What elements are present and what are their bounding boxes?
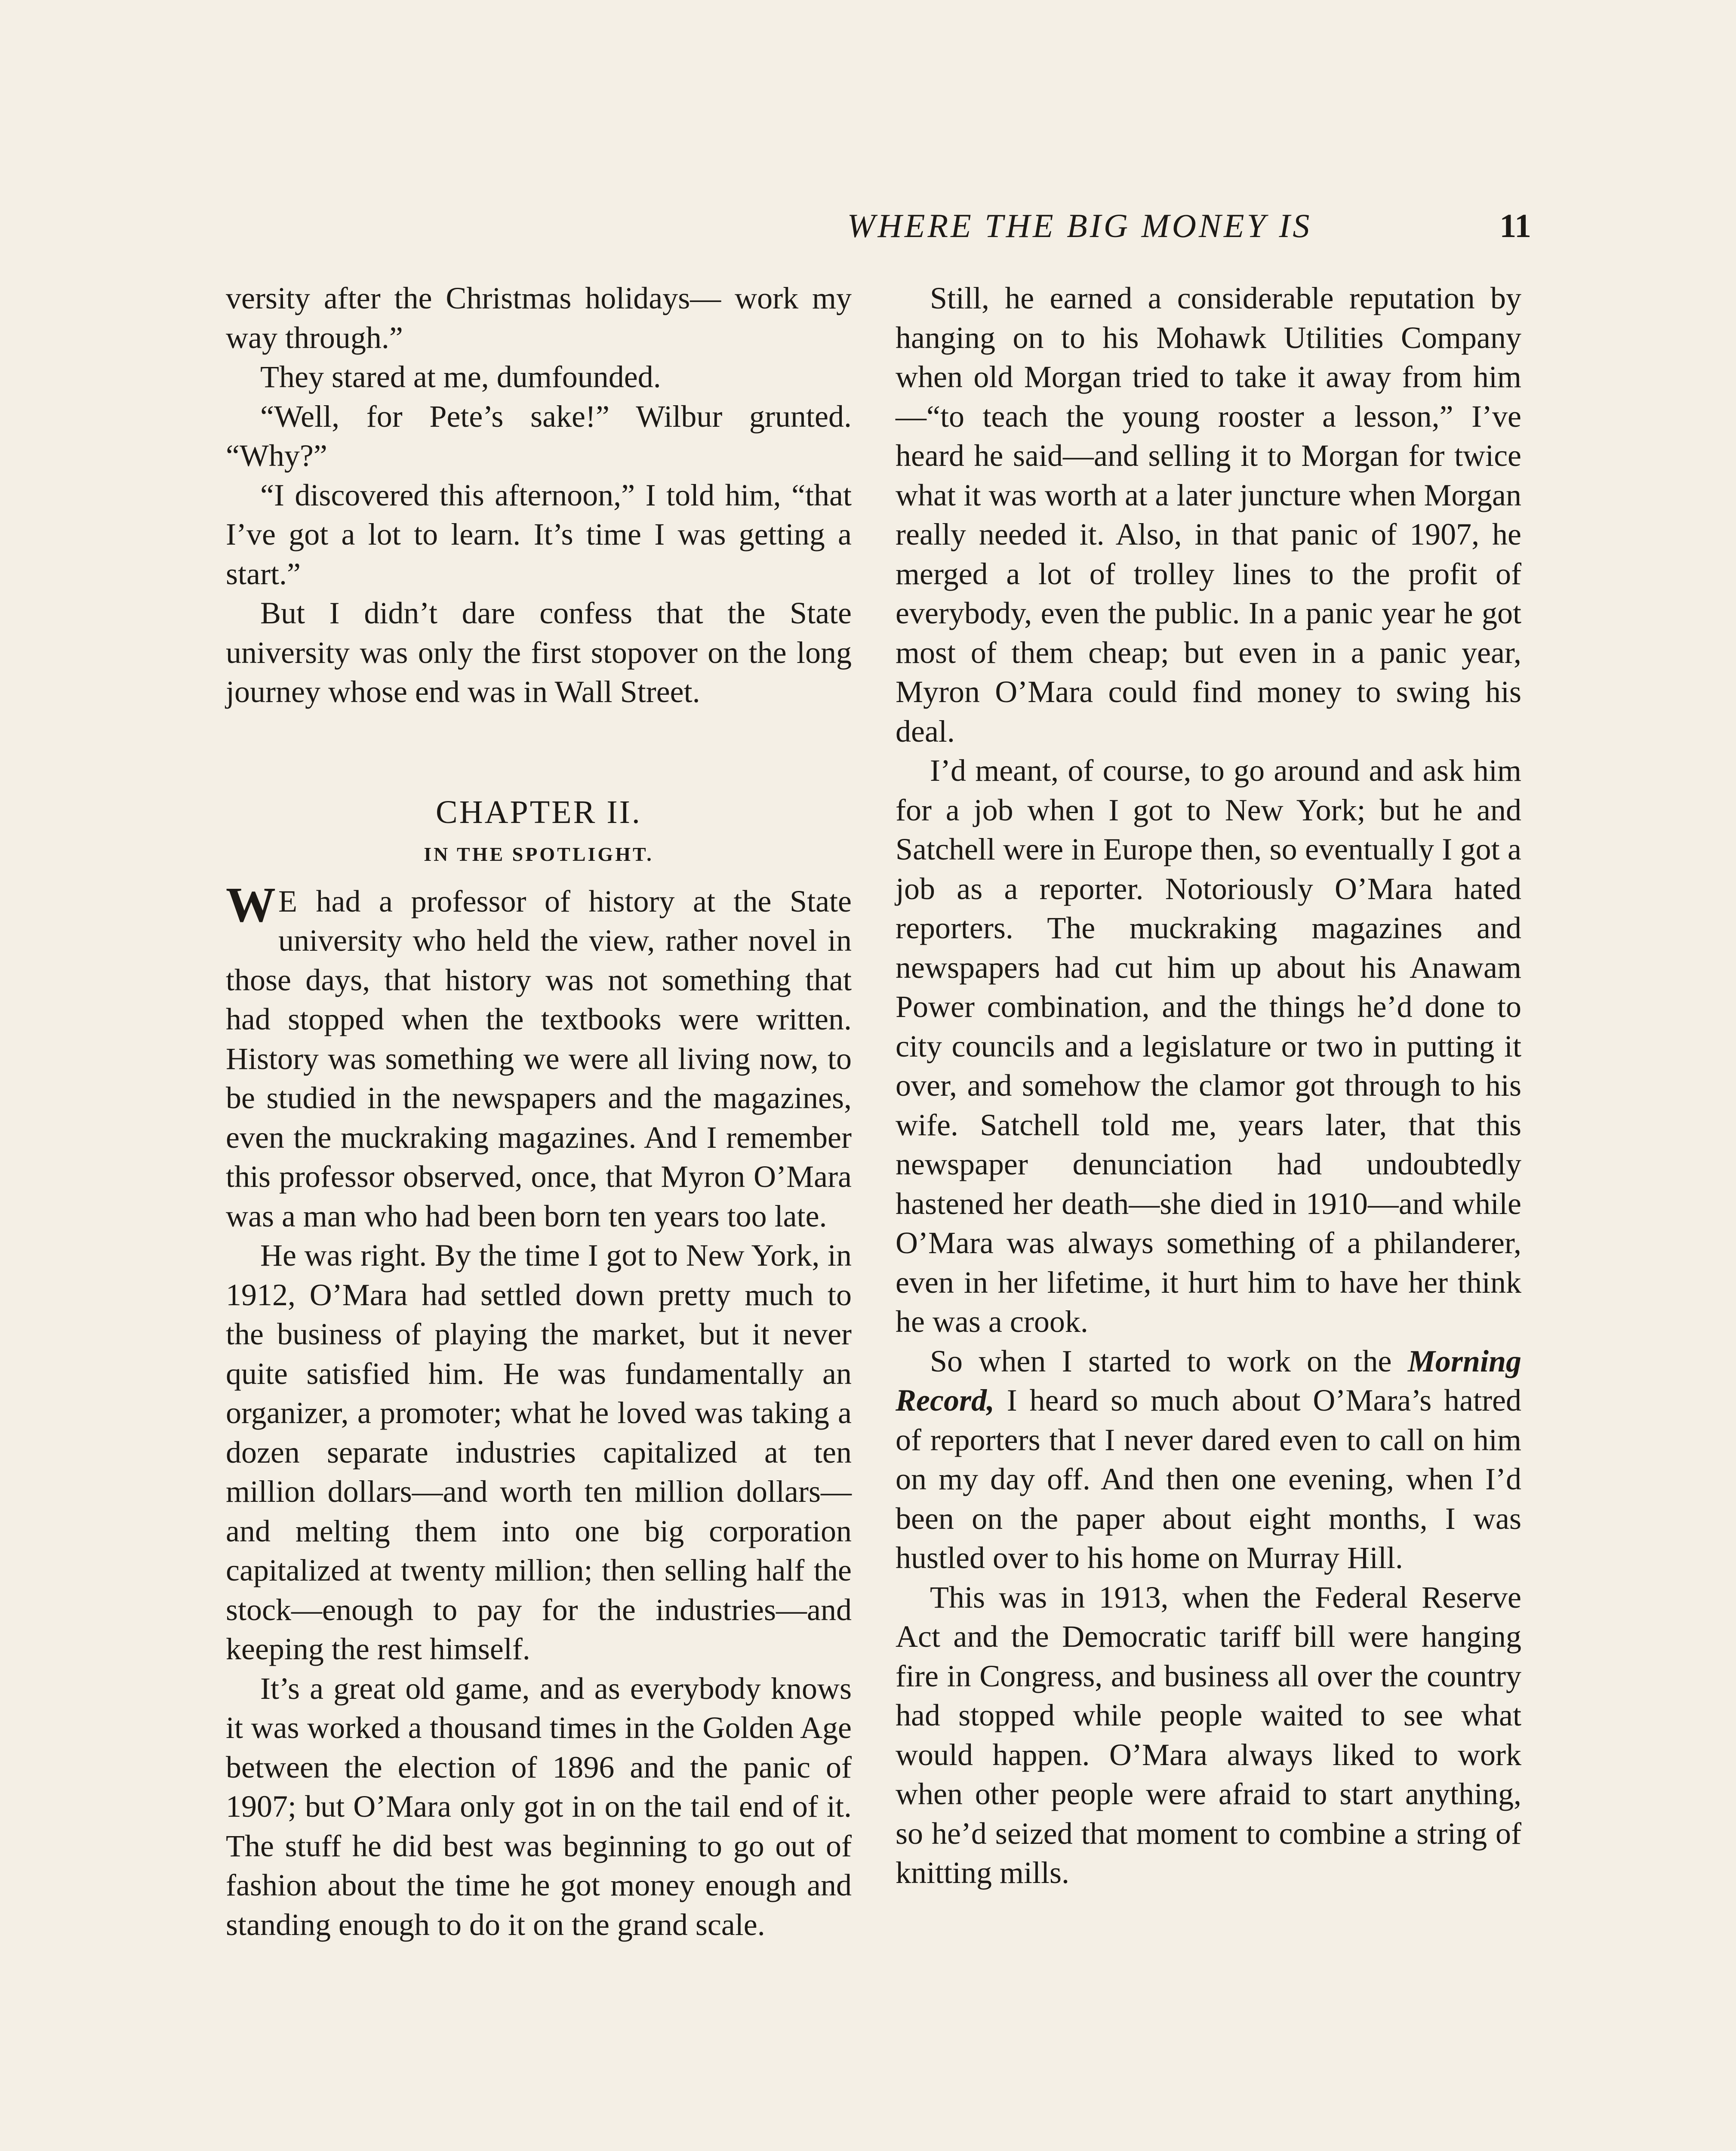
left-column	[226, 279, 852, 1945]
running-title: WHERE THE BIG MONEY IS	[847, 207, 1312, 244]
paragraph	[896, 1342, 1521, 1578]
paragraph: They stared at me, dumfounded.	[260, 360, 661, 394]
paragraph: “Well, for Pete’s sake!” Wilbur grunted. “Why?”	[226, 399, 852, 473]
paragraph-text: So when I started to work on the	[930, 1344, 1408, 1378]
newspaper-title: Morning Record,	[896, 1344, 1521, 1418]
paragraph: versity after the Christmas holidays— work my way through.”	[226, 281, 852, 355]
paragraph: He was right. By the time I got to New York, in 1912, O’Mara had settled down pretty much to the business of playing the market, but it never quite satisfied him. He was fundamentally an organizer, a promoter; what he loved was taking a dozen separate industries capitalized at ten million dollars—and worth ten million dollars—and melting them into one big corporation capitalized at twenty million; then selling half the stock—enough to pay for the industries—and keeping the rest himself.	[226, 1238, 852, 1666]
paragraph: It’s a great old game, and as everybody knows it was worked a thousand times in the Golden Age between the election of 1896 and the panic of 1907; but O’Mara only got in on the tail end of it. The stuff he did best was beginning to go out of fashion about the time he got money enough and standing enough to do it on the grand scale.	[226, 1671, 852, 1942]
paragraph: I’d meant, of course, to go around and ask him for a job when I got to New York; but he and Satchell were in Europe then, so eventually I got a job as a reporter. Notoriously O’Mara hated reporters. The muckraking magazines and newspapers had cut him up about his Anawam Power combination, and the things he’d done to city councils and a legislature or two in putting it over, and somehow the clamor got through to his wife. Satchell told me, years later, that this newspaper denunciation had undoubtedly hastened her death—she died in 1910—and while O’Mara was always something of a philanderer, even in her lifetime, it hurt him to have her think he was a crook.	[896, 753, 1521, 1339]
chapter-subtitle: IN THE SPOTLIGHT.	[424, 843, 654, 865]
chapter-title: CHAPTER II.	[436, 794, 642, 830]
paragraph: “I discovered this afternoon,” I told him, “that I’ve got a lot to learn. It’s time I was getting a start.”	[226, 478, 852, 591]
paragraph-text: I heard so much about O’Mara’s hatred of reporters that I never dared even to call on him on my day off. And then one evening, when I’d been on the paper about eight months, I was hustled over to his home on Murray Hill.	[896, 1383, 1521, 1575]
right-column	[896, 279, 1521, 1893]
paragraph: Still, he earned a considerable reputation by hanging on to his Mohawk Utilities Company when old Morgan tried to take it away from him—“to teach the young rooster a lesson,” I’ve heard he said—and selling it to Morgan for twice what it was worth at a later juncture when Morgan really needed it. Also, in that panic of 1907, he merged a lot of trolley lines to the profit of everybody, even the public. In a panic year he got most of them cheap; but even in a panic year, Myron O’Mara could find money to swing his deal.	[896, 281, 1521, 749]
page-number: 11	[1499, 207, 1531, 244]
paragraph: But I didn’t dare confess that the State university was only the first stopover on the long journey whose end was in Wall Street.	[226, 596, 852, 709]
paragraph-text: had a professor of history at the State university who held the view, rather novel in those days, that history was not something that had stopped when the textbooks were written. History was something we were all living now, to be studied in the newspapers and the magazines, even the muckraking magazines. And I remember this professor observed, once, that Myron O’Mara was a man who had been born ten years too late.	[226, 884, 852, 1233]
small-caps-lead: E	[278, 884, 298, 918]
paragraph: This was in 1913, when the Federal Reserve Act and the Democratic tariff bill were hanging fire in Congress, and business all over the country had stopped while people waited to see what would happen. O’Mara always liked to work when other people were afraid to start anything, so he’d seized that moment to combine a string of knitting mills.	[896, 1580, 1521, 1890]
drop-cap: W	[226, 877, 276, 933]
chapter-opening-paragraph	[226, 877, 852, 1236]
